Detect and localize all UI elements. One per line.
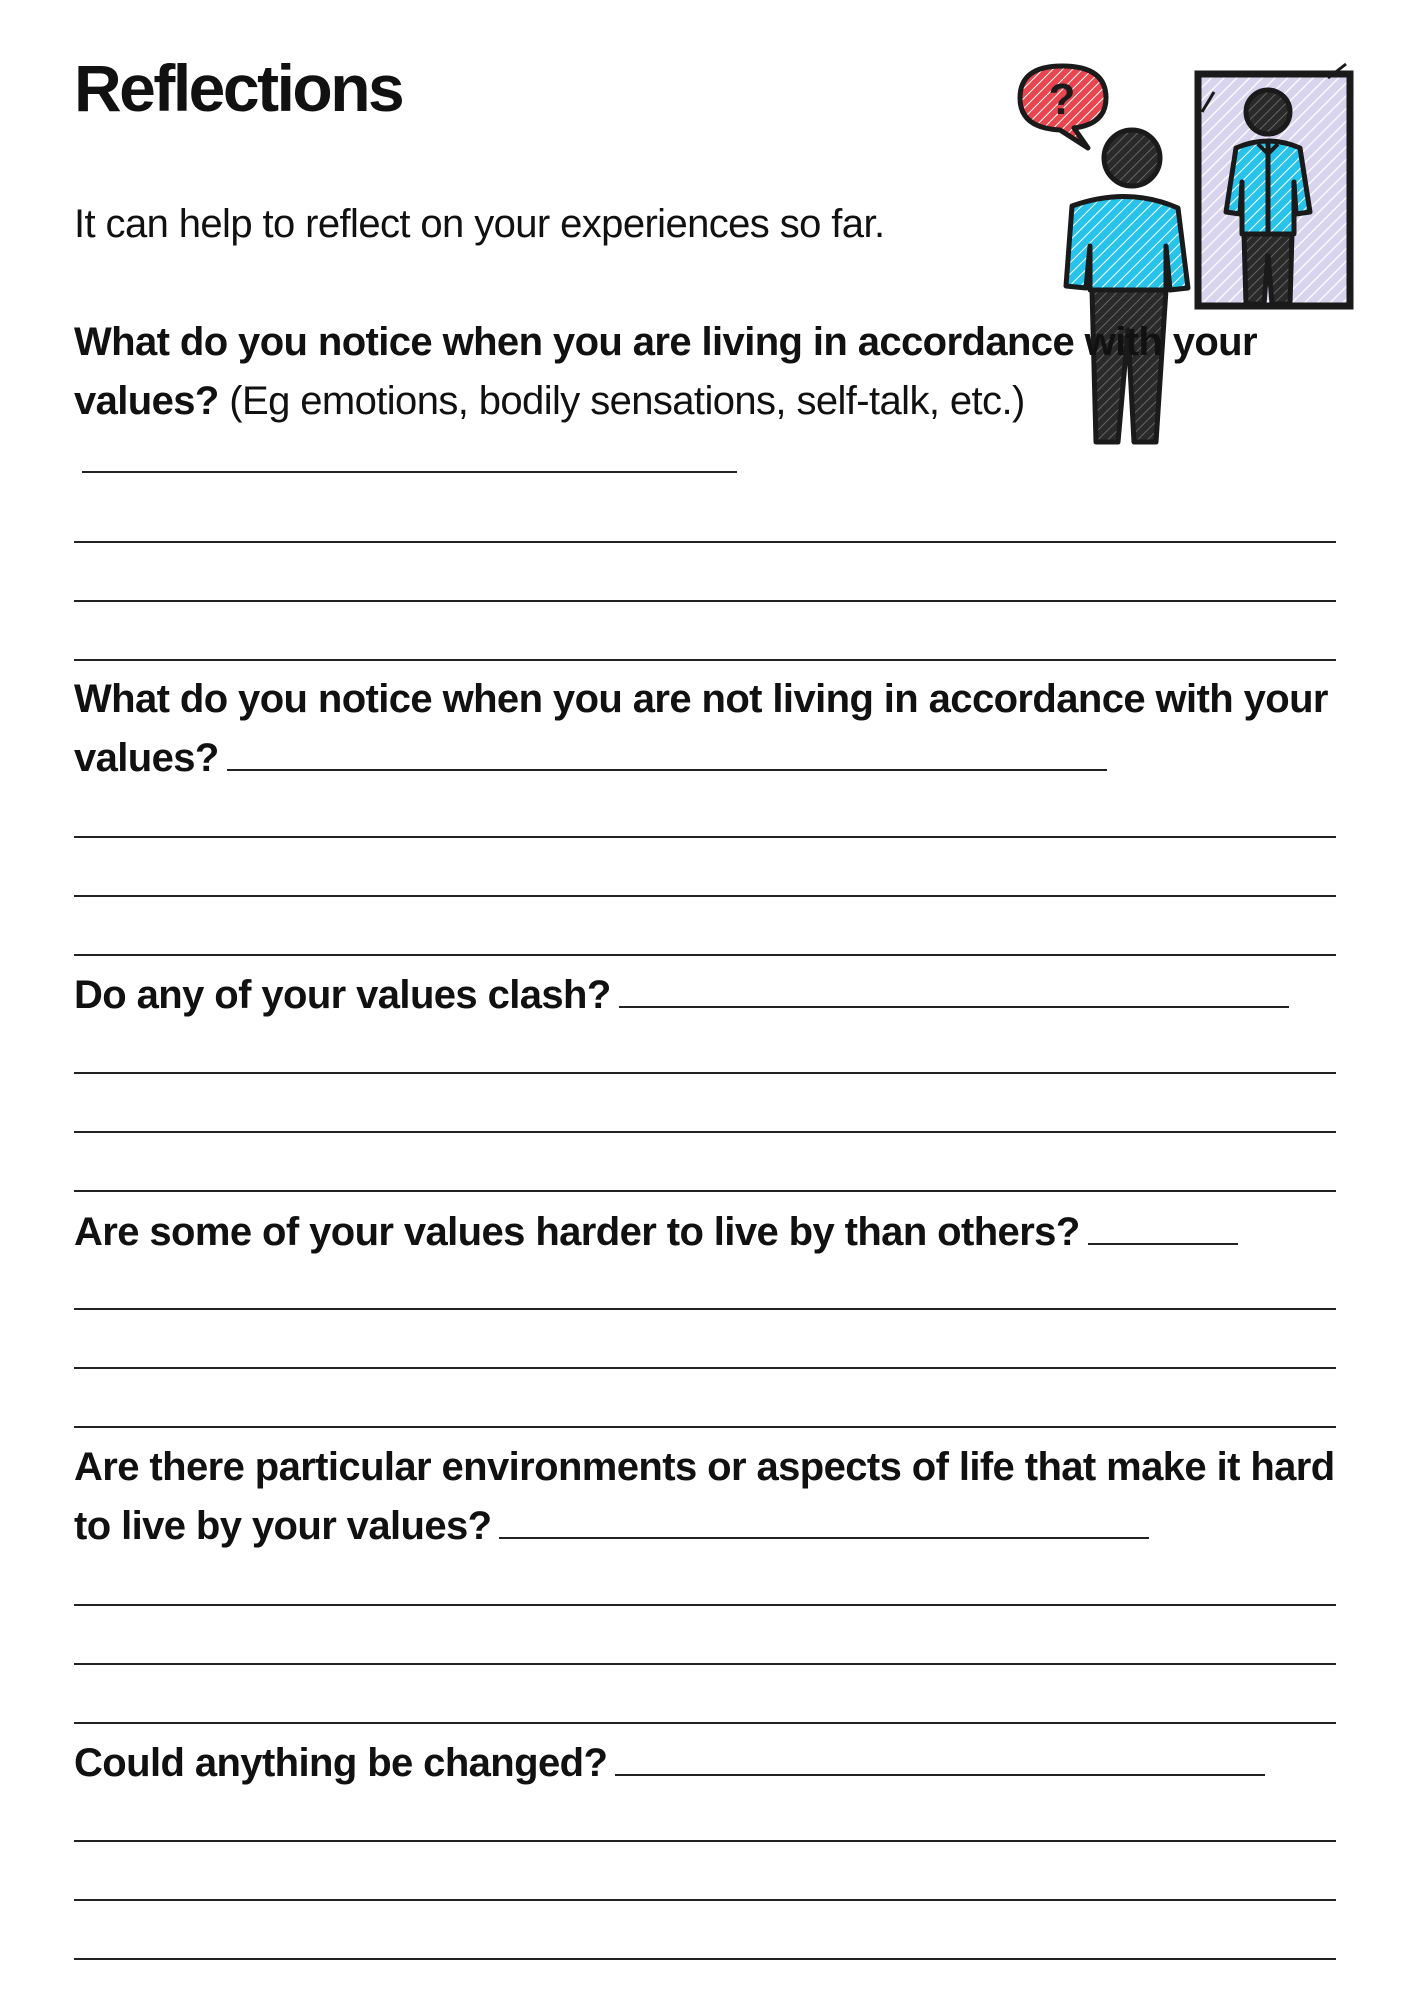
answer-line[interactable] xyxy=(74,1308,1336,1310)
answer-line[interactable] xyxy=(227,768,1107,771)
question-1-hint: (Eg emotions, bodily sensations, self-talk, etc.) xyxy=(218,379,1025,423)
answer-line[interactable] xyxy=(74,1958,1336,1960)
answer-line[interactable] xyxy=(74,1426,1336,1428)
answer-line[interactable] xyxy=(74,600,1336,602)
question-5 xyxy=(74,1438,1344,1556)
answer-line[interactable] xyxy=(74,1131,1336,1133)
question-1-text: What do you notice when you are living in accordance with your values? xyxy=(74,320,1257,423)
question-2-text: What do you notice when you are not living in accordance with your values? xyxy=(74,677,1328,780)
answer-line[interactable] xyxy=(74,1072,1336,1074)
answer-line[interactable] xyxy=(74,659,1336,661)
answer-line[interactable] xyxy=(1088,1242,1238,1245)
mirror-icon xyxy=(1198,64,1350,306)
answer-line[interactable] xyxy=(74,954,1336,956)
page-title: Reflections xyxy=(74,51,403,125)
question-1 xyxy=(74,313,1344,490)
question-5-text: Are there particular environments or aspects of life that make it hard to live by your values? xyxy=(74,1445,1335,1548)
answer-line[interactable] xyxy=(74,836,1336,838)
question-6 xyxy=(74,1734,1344,1793)
answer-line[interactable] xyxy=(74,1722,1336,1724)
answer-line[interactable] xyxy=(74,895,1336,897)
answer-line[interactable] xyxy=(74,1899,1336,1901)
answer-line[interactable] xyxy=(615,1773,1265,1776)
speech-bubble-icon xyxy=(1020,66,1106,148)
question-4 xyxy=(74,1203,1344,1262)
answer-line[interactable] xyxy=(74,1840,1336,1842)
question-mark-glyph: ? xyxy=(1048,75,1076,124)
question-3-text: Do any of your values clash? xyxy=(74,973,611,1017)
answer-line[interactable] xyxy=(82,470,737,473)
answer-line[interactable] xyxy=(74,1604,1336,1606)
answer-line[interactable] xyxy=(619,1005,1289,1008)
answer-line[interactable] xyxy=(74,1367,1336,1369)
question-4-text: Are some of your values harder to live by than others? xyxy=(74,1210,1080,1254)
question-6-text: Could anything be changed? xyxy=(74,1741,608,1785)
intro-text: It can help to reflect on your experiences so far. xyxy=(74,202,885,246)
question-3 xyxy=(74,966,1344,1025)
answer-line[interactable] xyxy=(74,541,1336,543)
question-2 xyxy=(74,670,1344,788)
answer-line[interactable] xyxy=(74,1190,1336,1192)
answer-line[interactable] xyxy=(74,1663,1336,1665)
answer-line[interactable] xyxy=(499,1536,1149,1539)
